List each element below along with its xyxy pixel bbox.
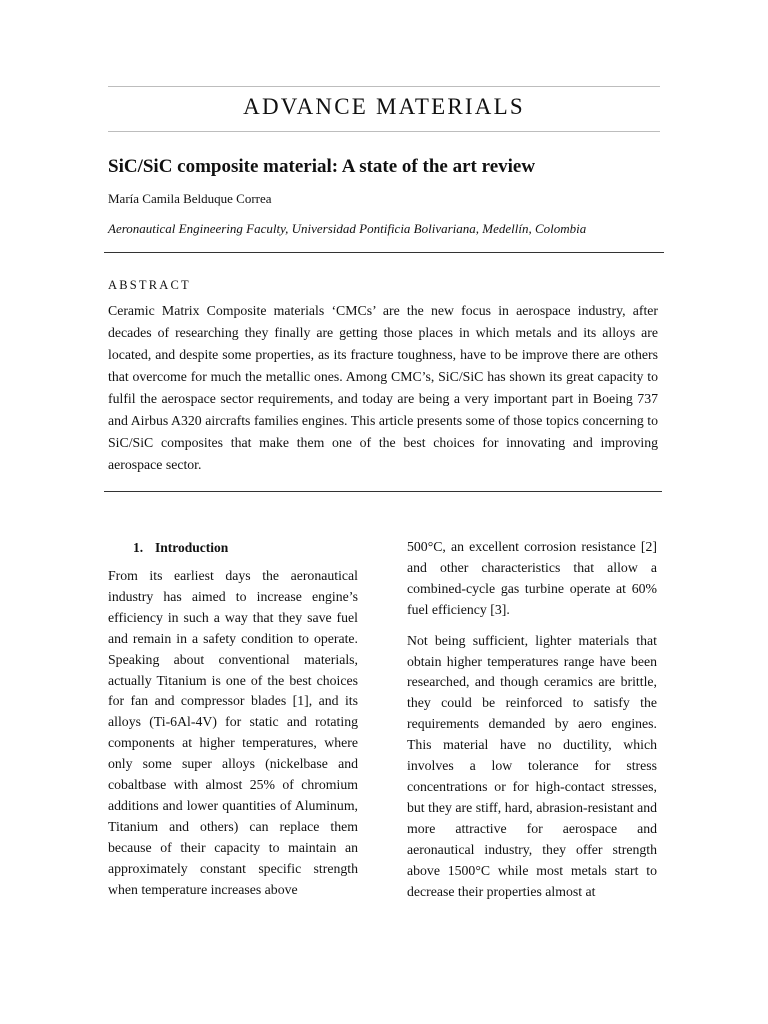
intro-paragraph-left: From its earliest days the aeronautical industry has aimed to increase engine’s efficiency in such a way that they save fuel and remain in a safety condition to operate. Speaking about conventional materials, actually Titanium is one of the best choices for fan and compressor blades [1], and its alloys (Ti-6Al-4V) for static and rotating components at higher temperatures, where only some super alloys (nickelbase and cobaltbase with almost 25% of chromium additions and lower quantities of Aluminum, Titanium and others) can replace them because of their capacity to maintain an approximately constant specific strength when temperature increases above	[108, 568, 358, 897]
introduction-heading	[133, 538, 228, 558]
intro-paragraph-right-1: 500°C, an excellent corrosion resistance [2] and other characteristics that allow a combined-cycle gas turbine operate at 60% fuel efficiency [3].	[407, 539, 657, 617]
right-column	[407, 537, 657, 912]
article-title: SiC/SiC composite material: A state of the art review	[108, 156, 536, 177]
abstract-heading: ABSTRACT	[108, 278, 191, 292]
section-number: 1.	[133, 540, 144, 555]
abstract-top-rule	[104, 252, 664, 253]
top-rule	[108, 86, 660, 87]
intro-paragraph-right-2: Not being sufficient, lighter materials that obtain higher temperatures range have been researched, and though ceramics are brittle, they could be reinforced to satisfy the requirements demanded by aero engines. This material have no ductility, which involves a low tolerance for stress concentrations or for high-contact stresses, but they are stiff, hard, abrasion-resistant and more attractive for aerospace and aeronautical industry, they offer strength above 1500°C while most metals start to decrease their properties almost at	[407, 632, 657, 899]
abstract-bottom-rule	[104, 491, 662, 492]
article-affiliation: Aeronautical Engineering Faculty, Universidad Pontificia Bolivariana, Medellín, Colombia	[108, 221, 587, 236]
journal-bottom-rule	[108, 131, 660, 132]
journal-name: ADVANCE MATERIALS	[243, 94, 525, 119]
abstract-text: Ceramic Matrix Composite materials ‘CMCs’ are the new focus in aerospace industry, after decades of researching they finally are getting those places in which metals and its alloys are located, and despite some properties, as its fracture toughness, have to be improve there are others that overcome for much the metallic ones. Among CMC’s, SiC/SiC has shown its great capacity to fulfil the aerospace sector requirements, and today are being a very important part in Boeing 737 and Airbus A320 aircrafts families engines. This article presents some of those topics concerning to SiC/SiC composites that make them one of the best choices for innovating and improving aerospace sector.	[108, 303, 658, 472]
section-title: Introduction	[155, 540, 229, 555]
article-author: María Camila Belduque Correa	[108, 191, 272, 206]
left-column	[108, 566, 358, 911]
